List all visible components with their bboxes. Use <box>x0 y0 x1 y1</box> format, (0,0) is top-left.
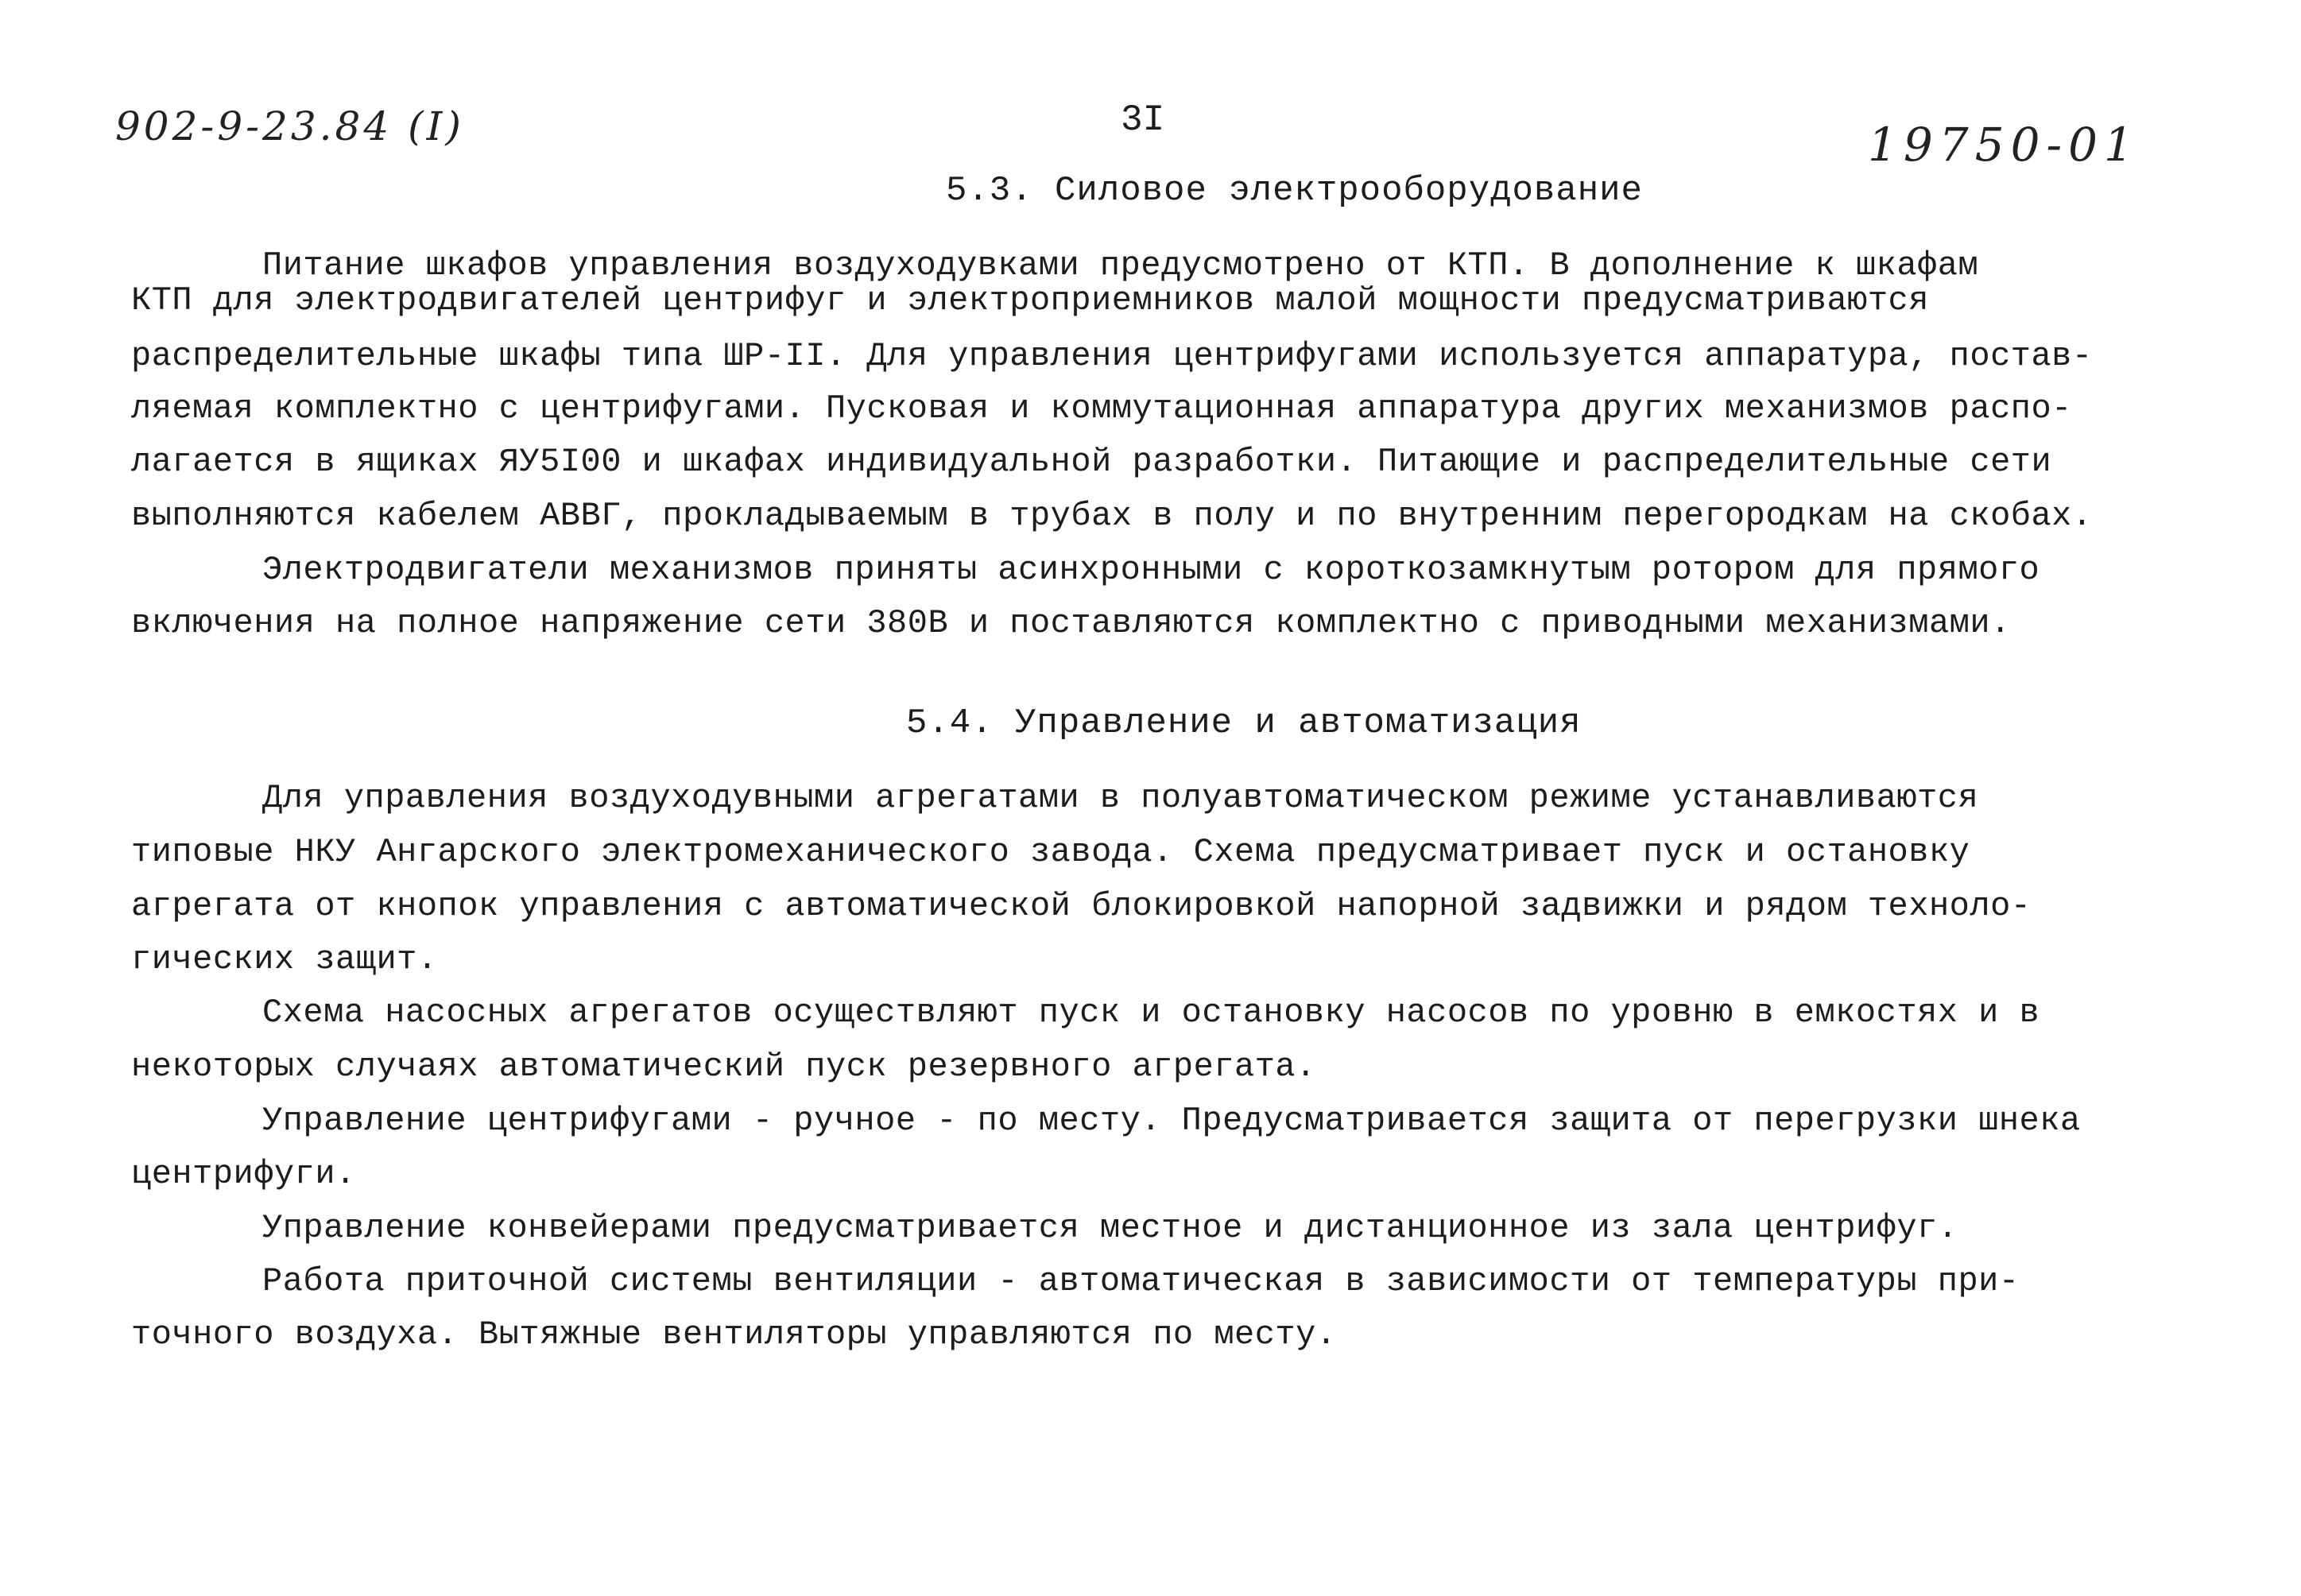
paragraph-line: распределительные шкафы типа ШР-II. Для управления центрифугами используется аппаратура, постав- <box>131 337 2093 375</box>
paragraph-line: агрегата от кнопок управления с автоматической блокировкой напорной задвижки и рядом техноло- <box>131 887 2032 925</box>
paragraph-line: гических защит. <box>131 940 438 978</box>
paragraph-line: Электродвигатели механизмов приняты асинхронными с короткозамкнутым ротором для прямого <box>262 551 2040 589</box>
paragraph-line: точного воздуха. Вытяжные вентиляторы управляются по месту. <box>131 1315 1337 1354</box>
paragraph-line: лагается в ящиках ЯУ5I00 и шкафах индивидуальной разработки. Питающие и распределительные сети <box>131 443 2052 481</box>
section-heading-5-4: 5.4. Управление и автоматизация <box>906 703 1582 743</box>
paragraph-line: ляемая комплектно с центрифугами. Пусковая и коммутационная аппаратура других механизмов распо- <box>131 389 2072 428</box>
paragraph-line: Схема насосных агрегатов осуществляют пуск и остановку насосов по уровню в емкостях и в <box>262 994 2040 1032</box>
document-number: 19750-01 <box>1868 118 2140 172</box>
document-code: 902-9-23.84 (I) <box>115 103 464 149</box>
paragraph-line: некоторых случаях автоматический пуск резервного агрегата. <box>131 1048 1316 1086</box>
paragraph-line: выполняются кабелем АВВГ, прокладываемым в трубах в полу и по внутренним перегородкам на скобах. <box>131 497 2093 535</box>
paragraph-line: Управление центрифугами - ручное - по месту. Предусматривается защита от перегрузки шнека <box>262 1102 2081 1140</box>
paragraph-line: Для управления воздуходувными агрегатами в полуавтоматическом режиме устанавливаются <box>262 779 1979 817</box>
page-number: 3I <box>1121 99 1165 141</box>
paragraph-line: Работа приточной системы вентиляции - автоматическая в зависимости от температуры при- <box>262 1262 2020 1300</box>
paragraph-line: включения на полное напряжение сети 380В и поставляются комплектно с приводными механизмами. <box>131 604 2011 642</box>
paragraph-line: Питание шкафов управления воздуходувками предусмотрено от КТП. В дополнение к шкафам <box>262 246 1979 285</box>
paragraph-line: типовые НКУ Ангарского электромеханического завода. Схема предусматривает пуск и остановку <box>131 833 1970 871</box>
paragraph-line: КТП для электродвигателей центрифуг и электроприемников малой мощности предусматриваются <box>131 281 1929 320</box>
paragraph-line: центрифуги. <box>131 1155 356 1193</box>
section-heading-5-3: 5.3. Силовое электрооборудование <box>946 171 1643 211</box>
paragraph-line: Управление конвейерами предусматривается местное и дистанционное из зала центрифуг. <box>262 1209 1958 1247</box>
